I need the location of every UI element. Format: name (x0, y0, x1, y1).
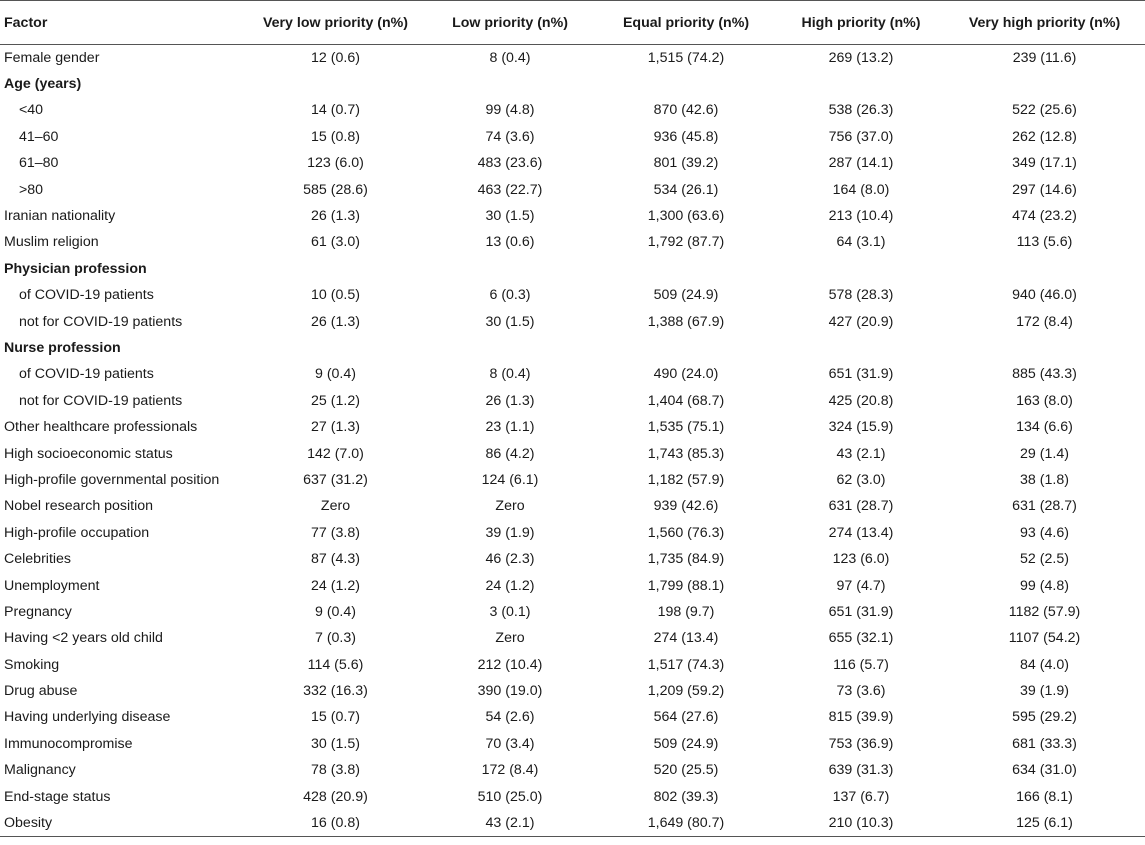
very-low-cell: 16 (0.8) (245, 810, 426, 836)
factor-cell: 61–80 (19, 155, 59, 172)
very-high-cell: 84 (4.0) (1020, 656, 1069, 673)
very-high-cell: 595 (29.2) (1012, 709, 1077, 726)
very-high-cell: 134 (6.6) (1016, 419, 1073, 436)
very-low-cell: 30 (1.5) (311, 735, 360, 752)
factor-cell: Nurse profession (4, 339, 121, 356)
table-row (0, 520, 1145, 546)
very-low-cell: 9 (0.4) (314, 603, 356, 620)
equal-cell: 1,182 (57.9) (647, 471, 725, 488)
table-row (0, 493, 1145, 519)
very-low-cell: 78 (3.8) (311, 762, 360, 779)
very-low-cell: 26 (1.3) (311, 208, 360, 225)
factor-cell: <40 (19, 102, 44, 119)
equal-cell: 1,517 (74.3) (647, 656, 725, 673)
very-low-cell: 24 (1.2) (311, 577, 360, 594)
very-high-cell: 29 (1.4) (1020, 445, 1069, 462)
table-row (0, 625, 1145, 651)
very-low-cell: 77 (3.8) (311, 524, 360, 541)
low-cell: 463 (22.7) (477, 181, 543, 198)
high-cell: 815 (39.9) (828, 709, 894, 726)
low-cell: 74 (3.6) (485, 128, 535, 145)
low-cell: 6 (0.3) (489, 287, 531, 304)
equal-cell: 274 (13.4) (653, 630, 719, 647)
factor-cell: Muslim religion (4, 234, 99, 251)
very-low-cell: 61 (3.0) (311, 234, 360, 251)
table-row (0, 599, 1145, 625)
low-cell: Zero (495, 498, 525, 515)
very-low-cell: 332 (16.3) (303, 683, 368, 700)
table-row (0, 203, 1145, 229)
high-cell: 538 (26.3) (828, 102, 894, 119)
very-low-cell: 10 (0.5) (311, 287, 360, 304)
very-high-cell: 39 (1.9) (1020, 683, 1069, 700)
equal-cell: 1,209 (59.2) (647, 683, 725, 700)
very-low-cell: 15 (0.8) (311, 128, 360, 145)
equal-cell: 198 (9.7) (657, 603, 715, 620)
very-high-cell: 99 (4.8) (1020, 577, 1069, 594)
low-cell (426, 256, 594, 282)
factor-cell: End-stage status (4, 788, 111, 805)
header-very-low-priority: Very low priority (n%) (245, 1, 426, 45)
low-cell: 212 (10.4) (477, 656, 543, 673)
factor-cell: Immunocompromise (4, 735, 133, 752)
very-high-cell: 349 (17.1) (1012, 155, 1077, 172)
low-cell: 24 (1.2) (485, 577, 535, 594)
high-cell: 427 (20.9) (828, 313, 894, 330)
very-low-cell: 585 (28.6) (303, 181, 368, 198)
factor-cell: 41–60 (19, 128, 59, 145)
high-cell: 97 (4.7) (836, 577, 886, 594)
high-cell: 756 (37.0) (828, 128, 894, 145)
very-high-cell (944, 335, 1145, 361)
factor-cell: Drug abuse (4, 683, 78, 700)
equal-cell: 1,735 (84.9) (647, 551, 725, 568)
very-low-cell: 12 (0.6) (311, 49, 360, 66)
very-high-cell: 262 (12.8) (1012, 128, 1077, 145)
equal-cell (594, 335, 778, 361)
factor-cell: Smoking (4, 656, 60, 673)
low-cell (426, 71, 594, 97)
very-low-cell: 14 (0.7) (311, 102, 360, 119)
table-row (0, 810, 1145, 836)
table-row (0, 757, 1145, 783)
low-cell: 39 (1.9) (485, 524, 535, 541)
factor-cell: Unemployment (4, 577, 100, 594)
high-cell: 213 (10.4) (828, 208, 894, 225)
very-low-cell (245, 256, 426, 282)
high-cell: 274 (13.4) (828, 524, 894, 541)
high-cell: 655 (32.1) (828, 630, 894, 647)
factor-cell: not for COVID-19 patients (19, 313, 183, 330)
low-cell: 3 (0.1) (489, 603, 531, 620)
equal-cell: 1,560 (76.3) (647, 524, 725, 541)
factor-cell: Pregnancy (4, 603, 72, 620)
low-cell: 26 (1.3) (485, 392, 535, 409)
equal-cell: 1,515 (74.2) (647, 49, 725, 66)
low-cell: 8 (0.4) (489, 49, 531, 66)
very-low-cell (245, 71, 426, 97)
high-cell: 578 (28.3) (828, 287, 894, 304)
low-cell: 30 (1.5) (485, 208, 535, 225)
low-cell: 70 (3.4) (485, 735, 535, 752)
factor-cell: High-profile governmental position (4, 471, 220, 488)
high-cell: 753 (36.9) (828, 735, 894, 752)
high-cell (778, 256, 944, 282)
equal-cell: 1,388 (67.9) (647, 313, 725, 330)
table-group-row (0, 256, 1145, 282)
table-group-row (0, 335, 1145, 361)
low-cell: 8 (0.4) (489, 366, 531, 383)
equal-cell: 936 (45.8) (653, 128, 719, 145)
high-cell: 116 (5.7) (833, 656, 889, 673)
equal-cell: 1,799 (88.1) (647, 577, 725, 594)
high-cell: 651 (31.9) (828, 603, 894, 620)
table-row (0, 361, 1145, 387)
very-high-cell: 52 (2.5) (1020, 551, 1069, 568)
high-cell: 43 (2.1) (836, 445, 886, 462)
factor-cell: Age (years) (4, 76, 82, 93)
equal-cell: 1,404 (68.7) (647, 392, 725, 409)
very-low-cell: 9 (0.4) (314, 366, 356, 383)
very-high-cell: 297 (14.6) (1012, 181, 1077, 198)
very-low-cell: 25 (1.2) (311, 392, 360, 409)
factor-cell: >80 (19, 181, 44, 198)
factor-cell: Celebrities (4, 551, 72, 568)
equal-cell: 801 (39.2) (653, 155, 719, 172)
high-cell: 73 (3.6) (836, 683, 886, 700)
table-row (0, 704, 1145, 730)
equal-cell: 870 (42.6) (653, 102, 719, 119)
low-cell: 99 (4.8) (485, 102, 535, 119)
table-row (0, 440, 1145, 466)
very-low-cell (245, 335, 426, 361)
table-row (0, 45, 1145, 71)
high-cell: 631 (28.7) (828, 498, 894, 515)
low-cell: 483 (23.6) (477, 155, 543, 172)
high-cell: 324 (15.9) (828, 419, 894, 436)
low-cell: 30 (1.5) (485, 313, 535, 330)
very-high-cell: 166 (8.1) (1016, 788, 1073, 805)
very-high-cell: 93 (4.6) (1020, 524, 1069, 541)
table-row (0, 229, 1145, 255)
header-high-priority: High priority (n%) (778, 1, 944, 45)
table-row (0, 97, 1145, 123)
high-cell (778, 335, 944, 361)
header-low-priority: Low priority (n%) (426, 1, 594, 45)
equal-cell: 1,649 (80.7) (594, 810, 778, 836)
very-high-cell: 681 (33.3) (1012, 735, 1077, 752)
factor-cell: Female gender (4, 49, 100, 66)
table-row (0, 414, 1145, 440)
high-cell: 137 (6.7) (832, 788, 890, 805)
low-cell: 172 (8.4) (481, 762, 539, 779)
equal-cell: 1,792 (87.7) (647, 234, 725, 251)
table-header (0, 1, 1145, 45)
factor-cell: High-profile occupation (4, 524, 150, 541)
factor-cell: not for COVID-19 patients (19, 392, 183, 409)
factor-cell: Obesity (0, 810, 245, 836)
high-cell: 62 (3.0) (836, 471, 886, 488)
equal-cell: 939 (42.6) (653, 498, 719, 515)
very-low-cell: 428 (20.9) (303, 788, 368, 805)
factor-cell: Physician profession (4, 260, 147, 277)
very-high-cell: 885 (43.3) (1012, 366, 1077, 383)
very-high-cell: 163 (8.0) (1016, 392, 1073, 409)
table-row (0, 388, 1145, 414)
table-row (0, 150, 1145, 176)
table-row (0, 731, 1145, 757)
table-row (0, 176, 1145, 202)
high-cell: 269 (13.2) (828, 49, 894, 66)
very-high-cell: 125 (6.1) (944, 810, 1145, 836)
table-body (0, 45, 1145, 837)
low-cell: 54 (2.6) (485, 709, 535, 726)
high-cell: 164 (8.0) (832, 181, 890, 198)
header-factor: Factor (0, 1, 245, 45)
very-high-cell: 239 (11.6) (1012, 49, 1077, 66)
very-low-cell: 7 (0.3) (314, 630, 356, 647)
very-high-cell: 631 (28.7) (1012, 498, 1077, 515)
factor-cell: Iranian nationality (4, 208, 116, 225)
header-row (0, 1, 1145, 45)
low-cell: 86 (4.2) (485, 445, 535, 462)
factor-cell: Having underlying disease (4, 709, 171, 726)
equal-cell: 1,535 (75.1) (647, 419, 725, 436)
very-low-cell: 27 (1.3) (311, 419, 360, 436)
high-cell: 287 (14.1) (828, 155, 894, 172)
factor-cell: Having <2 years old child (4, 630, 163, 647)
factor-cell: High socioeconomic status (4, 445, 173, 462)
equal-cell (594, 71, 778, 97)
very-high-cell: 522 (25.6) (1012, 102, 1077, 119)
factor-cell: Malignancy (4, 762, 76, 779)
equal-cell: 1,743 (85.3) (647, 445, 725, 462)
very-high-cell: 1182 (57.9) (1008, 603, 1081, 620)
table-row (0, 783, 1145, 809)
low-cell: 13 (0.6) (485, 234, 535, 251)
equal-cell: 564 (27.6) (653, 709, 719, 726)
very-high-cell: 113 (5.6) (1016, 234, 1073, 251)
table-row (0, 546, 1145, 572)
very-high-cell: 940 (46.0) (1012, 287, 1077, 304)
high-cell: 425 (20.8) (828, 392, 894, 409)
header-equal-priority: Equal priority (n%) (594, 1, 778, 45)
high-cell: 639 (31.3) (828, 762, 894, 779)
factor-cell: of COVID-19 patients (19, 366, 154, 383)
low-cell: 43 (2.1) (426, 810, 594, 836)
table-row (0, 308, 1145, 334)
low-cell: 46 (2.3) (485, 551, 535, 568)
very-low-cell: 15 (0.7) (311, 709, 360, 726)
table-row (0, 282, 1145, 308)
low-cell: 390 (19.0) (477, 683, 543, 700)
equal-cell: 509 (24.9) (653, 287, 719, 304)
very-high-cell: 634 (31.0) (1012, 762, 1077, 779)
factor-cell: Nobel research position (4, 498, 154, 515)
very-low-cell: 123 (6.0) (307, 155, 364, 172)
low-cell: Zero (495, 630, 525, 647)
high-cell (778, 71, 944, 97)
equal-cell: 520 (25.5) (653, 762, 719, 779)
high-cell: 210 (10.3) (778, 810, 944, 836)
very-high-cell: 38 (1.8) (1020, 471, 1069, 488)
factor-cell: Other healthcare professionals (4, 419, 198, 436)
very-high-cell: 172 (8.4) (1016, 313, 1073, 330)
equal-cell: 490 (24.0) (653, 366, 719, 383)
low-cell: 23 (1.1) (485, 419, 535, 436)
low-cell: 510 (25.0) (477, 788, 543, 805)
very-low-cell: 87 (4.3) (311, 551, 360, 568)
low-cell: 124 (6.1) (481, 471, 539, 488)
equal-cell: 802 (39.3) (653, 788, 719, 805)
very-high-cell (944, 71, 1145, 97)
very-low-cell: 26 (1.3) (311, 313, 360, 330)
header-very-high-priority: Very high priority (n%) (944, 1, 1145, 45)
very-low-cell: 637 (31.2) (303, 471, 368, 488)
very-high-cell: 474 (23.2) (1012, 208, 1077, 225)
equal-cell: 1,300 (63.6) (647, 208, 725, 225)
table-row (0, 651, 1145, 677)
very-high-cell (944, 256, 1145, 282)
equal-cell: 534 (26.1) (653, 181, 719, 198)
high-cell: 64 (3.1) (836, 234, 886, 251)
table-row (0, 124, 1145, 150)
table-row (0, 678, 1145, 704)
low-cell (426, 335, 594, 361)
table-row (0, 572, 1145, 598)
equal-cell: 509 (24.9) (653, 735, 719, 752)
very-low-cell: Zero (320, 498, 351, 515)
high-cell: 123 (6.0) (832, 551, 890, 568)
table-group-row (0, 71, 1145, 97)
very-low-cell: 114 (5.6) (307, 656, 364, 673)
very-high-cell: 1107 (54.2) (1008, 630, 1081, 647)
factor-cell: of COVID-19 patients (19, 287, 154, 304)
high-cell: 651 (31.9) (828, 366, 894, 383)
very-low-cell: 142 (7.0) (307, 445, 364, 462)
table-row (0, 467, 1145, 493)
equal-cell (594, 256, 778, 282)
